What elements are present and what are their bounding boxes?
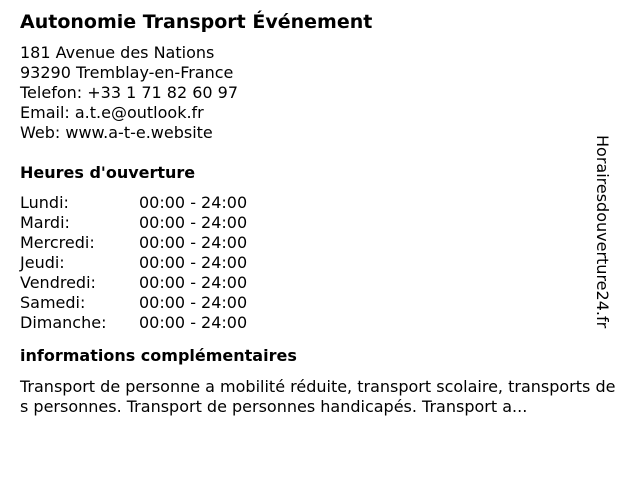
time-range: 00:00 - 24:00 (139, 213, 248, 232)
day-label: Mercredi: (20, 233, 95, 252)
additional-info-heading: informations complémentaires (20, 346, 297, 365)
web-line: Web: www.a-t-e.website (20, 123, 213, 142)
business-name: Autonomie Transport Événement (20, 11, 373, 33)
business-card (20, 10, 620, 417)
hours-row-wednesday (20, 233, 620, 253)
hours-row-saturday (20, 293, 620, 313)
time-range: 00:00 - 24:00 (139, 293, 248, 312)
day-label: Samedi: (20, 293, 86, 312)
hours-row-sunday (20, 313, 620, 333)
day-label: Vendredi: (20, 273, 96, 292)
brand-watermark: Horairesdouverture24.fr (593, 135, 612, 329)
address-street: 181 Avenue des Nations (20, 43, 215, 62)
opening-hours-heading: Heures d'ouverture (20, 163, 196, 182)
address-city: 93290 Tremblay-en-France (20, 63, 234, 82)
additional-info-text: Transport de personne a mobilité réduite, transport scolaire, transports des personnes. Transport de personnes handicapés. Transport a... (20, 377, 616, 416)
hours-row-monday (20, 193, 620, 213)
contact-block (20, 43, 620, 143)
opening-hours-table (20, 193, 620, 333)
phone-line: Telefon: +33 1 71 82 60 97 (20, 83, 239, 102)
time-range: 00:00 - 24:00 (139, 253, 248, 272)
day-label: Mardi: (20, 213, 70, 232)
time-range: 00:00 - 24:00 (139, 313, 248, 332)
day-label: Jeudi: (20, 253, 65, 272)
hours-row-friday (20, 273, 620, 293)
hours-row-thursday (20, 253, 620, 273)
day-label: Dimanche: (20, 313, 107, 332)
time-range: 00:00 - 24:00 (139, 193, 248, 212)
time-range: 00:00 - 24:00 (139, 273, 248, 292)
day-label: Lundi: (20, 193, 69, 212)
time-range: 00:00 - 24:00 (139, 233, 248, 252)
email-line: Email: a.t.e@outlook.fr (20, 103, 204, 122)
hours-row-tuesday (20, 213, 620, 233)
